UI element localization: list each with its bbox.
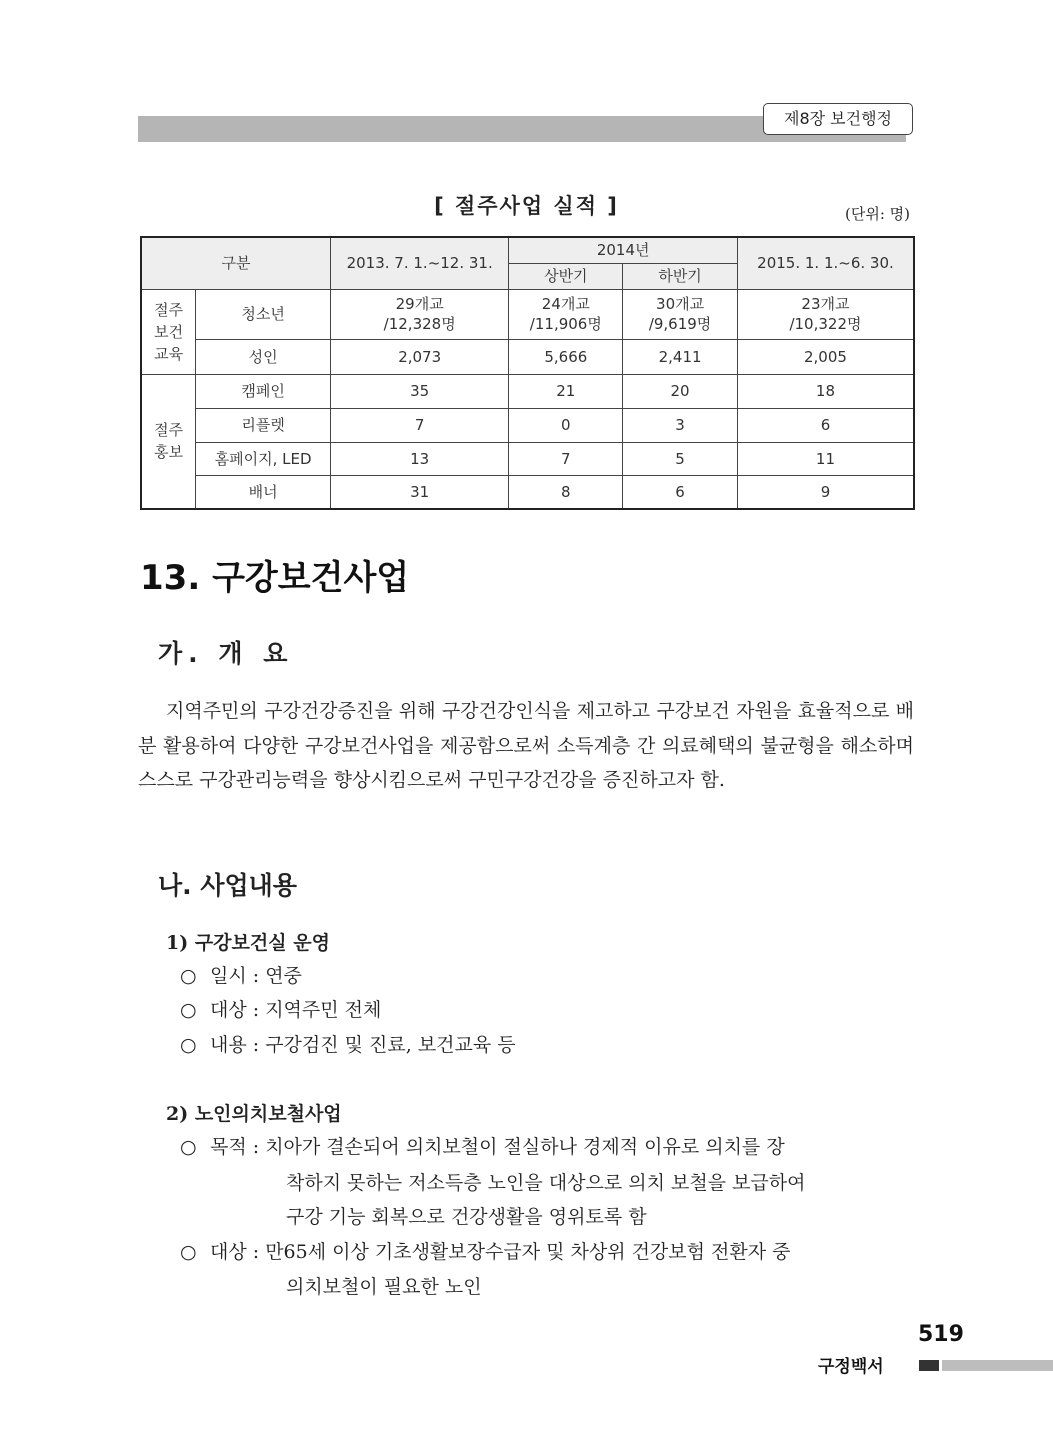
table-cell: 5	[623, 442, 738, 475]
purpose-continued: 착하지 못하는 저소득층 노인을 대상으로 의치 보철을 보급하여	[286, 1172, 806, 1194]
table-cell: 5,666	[509, 339, 623, 374]
table-cell: 0	[509, 408, 623, 442]
table-row	[141, 289, 914, 339]
book-title: 구정백서	[818, 1357, 884, 1377]
page-number: 519	[918, 1322, 964, 1347]
row-label: 홈페이지, LED	[196, 442, 331, 475]
drinking-program-table	[140, 236, 915, 510]
table-row	[141, 408, 914, 442]
table-cell: 9	[737, 475, 914, 509]
row-label: 리플렛	[196, 408, 331, 442]
bullet-icon: ○	[180, 1241, 197, 1263]
footer-bar-dark	[919, 1360, 939, 1371]
group-education: 절주 보건 교육	[141, 289, 196, 374]
header-category: 구분	[141, 237, 330, 289]
purpose-continued: 구강 기능 회복으로 건강생활을 영위토록 함	[286, 1206, 647, 1228]
header-first-half: 상반기	[509, 263, 623, 289]
table-unit: (단위: 명)	[845, 205, 910, 223]
table-cell: 31	[330, 475, 509, 509]
table-row	[141, 339, 914, 374]
table-cell: 7	[330, 408, 509, 442]
table-cell: 6	[737, 408, 914, 442]
table-cell: 21	[509, 374, 623, 408]
header-second-half: 하반기	[623, 263, 738, 289]
table-cell: 6	[623, 475, 738, 509]
table-cell: 24개교 /11,906명	[509, 289, 623, 339]
row-label: 청소년	[196, 289, 331, 339]
list-item: ○ 목적 : 치아가 결손되어 의치보철이 절실하나 경제적 이유로 의치를 장	[180, 1130, 920, 1164]
row-label: 성인	[196, 339, 331, 374]
content-heading: 나. 사업내용	[158, 871, 297, 900]
table-cell: 7	[509, 442, 623, 475]
table-cell: 8	[509, 475, 623, 509]
list-item: ○ 일시 : 연중	[180, 959, 920, 993]
overview-heading: 가. 개 요	[158, 639, 294, 668]
list-item: ○ 대상 : 지역주민 전체	[180, 993, 920, 1027]
group-promotion: 절주 홍보	[141, 374, 196, 509]
list-item: ○ 대상 : 만65세 이상 기초생활보장수급자 및 차상위 건강보험 전환자 중	[180, 1235, 920, 1269]
table-row	[141, 442, 914, 475]
header-period-2015: 2015. 1. 1.~6. 30.	[737, 237, 914, 289]
bullet-icon: ○	[180, 965, 197, 987]
row-label: 배너	[196, 475, 331, 509]
chapter-label: 제8장 보건행정	[763, 103, 913, 135]
table-cell: 18	[737, 374, 914, 408]
item1-heading: 1) 구강보건실 운영	[166, 932, 330, 954]
header-year-2014: 2014년	[509, 237, 738, 263]
overview-paragraph: 지역주민의 구강건강증진을 위해 구강건강인식을 제고하고 구강보건 자원을 효율적으로 배분 활용하여 다양한 구강보건사업을 제공함으로써 소득계층 간 의료혜택의 불균형을 해소하며 스스로 구강관리능력을 향상시킴으로써 구민구강건강을 증진하고자 함.	[138, 700, 914, 791]
list-item: ○ 내용 : 구강검진 및 진료, 보건교육 등	[180, 1028, 920, 1062]
table-cell: 3	[623, 408, 738, 442]
target-continued: 의치보철이 필요한 노인	[286, 1276, 482, 1298]
table-cell: 2,073	[330, 339, 509, 374]
table-cell: 23개교 /10,322명	[737, 289, 914, 339]
table-cell: 11	[737, 442, 914, 475]
table-row	[141, 475, 914, 509]
row-label: 캠페인	[196, 374, 331, 408]
table-cell: 2,005	[737, 339, 914, 374]
footer-bar-gray	[942, 1360, 1053, 1371]
table-cell: 35	[330, 374, 509, 408]
bullet-icon: ○	[180, 999, 197, 1021]
table-cell: 29개교 /12,328명	[330, 289, 509, 339]
table-cell: 30개교 /9,619명	[623, 289, 738, 339]
table-row	[141, 374, 914, 408]
section-title: 13. 구강보건사업	[140, 558, 410, 598]
table-title: [ 절주사업 실적 ]	[434, 194, 619, 218]
table-cell: 20	[623, 374, 738, 408]
header-period-2013: 2013. 7. 1.~12. 31.	[330, 237, 509, 289]
table-cell: 13	[330, 442, 509, 475]
bullet-icon: ○	[180, 1136, 197, 1158]
table-cell: 2,411	[623, 339, 738, 374]
item2-heading: 2) 노인의치보철사업	[166, 1103, 342, 1125]
bullet-icon: ○	[180, 1034, 197, 1056]
